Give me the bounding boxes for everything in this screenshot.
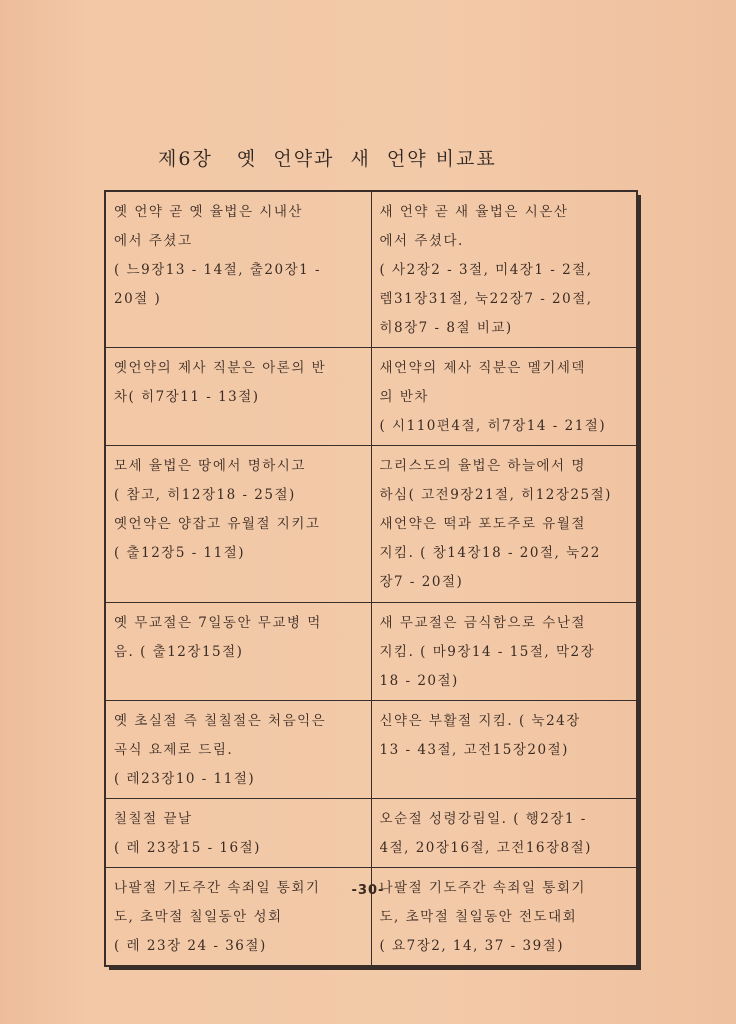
- cell-line: 4절, 20장16절, 고전16장8절): [379, 840, 592, 856]
- table-row: [105, 799, 637, 868]
- cell-line: 도, 초막절 칠일동안 전도대회: [379, 909, 578, 925]
- page-title: 제6장 옛 언약과 새 언약 비교표: [158, 148, 497, 170]
- table-row: [105, 348, 637, 446]
- old-covenant-cell: [105, 446, 371, 603]
- cell-line: ( 레 23장 24 - 36절): [114, 938, 267, 954]
- cell-line: 음. ( 출12장15절): [114, 644, 244, 660]
- table-row: [105, 191, 637, 348]
- cell-line: 렘31장31절, 눅22장7 - 20절,: [379, 291, 593, 307]
- cell-line: 20절 ): [114, 291, 162, 307]
- new-covenant-cell: [371, 799, 637, 868]
- old-covenant-cell: [105, 603, 371, 701]
- cell-line: 모세 율법은 땅에서 명하시고: [114, 458, 306, 474]
- new-covenant-cell: [371, 701, 637, 799]
- cell-line: ( 출12장5 - 11절): [114, 545, 246, 561]
- cell-line: 지킴. ( 마9장14 - 15절, 막2장: [379, 644, 596, 660]
- cell-line: 하심( 고전9장21절, 히12장25절): [379, 487, 612, 503]
- cell-line: 나팔절 기도주간 속죄일 통회기: [114, 880, 321, 896]
- cell-line: 새언약은 떡과 포도주로 유월절: [379, 516, 586, 532]
- cell-line: 곡식 요제로 드림.: [114, 742, 234, 758]
- new-covenant-cell: [371, 603, 637, 701]
- cell-line: 신약은 부활절 지킴. ( 눅24장: [379, 713, 581, 729]
- cell-line: 히8장7 - 8절 비교): [379, 320, 513, 336]
- cell-line: 옛 언약 곧 옛 율법은 시내산: [114, 204, 303, 220]
- cell-line: 옛언약의 제사 직분은 아론의 반: [114, 360, 327, 376]
- cell-line: 지킴. ( 창14장18 - 20절, 눅22: [379, 545, 601, 561]
- table-row: [105, 603, 637, 701]
- page-number: -30-: [351, 883, 385, 898]
- cell-line: 에서 주셨고: [114, 233, 193, 249]
- cell-line: 옛 무교절은 7일동안 무교병 먹: [114, 615, 322, 631]
- cell-line: 새 무교절은 금식함으로 수난절: [379, 615, 586, 631]
- cell-line: 13 - 43절, 고전15장20절): [379, 742, 569, 758]
- old-covenant-cell: [105, 191, 371, 348]
- comparison-table: [104, 190, 638, 967]
- new-covenant-cell: [371, 348, 637, 446]
- cell-line: 차( 히7장11 - 13절): [114, 389, 260, 405]
- cell-line: 장7 - 20절): [379, 574, 464, 590]
- cell-line: ( 레23장10 - 11절): [114, 771, 256, 787]
- new-covenant-cell: [371, 191, 637, 348]
- cell-line: 새 언약 곧 새 율법은 시온산: [379, 204, 569, 220]
- cell-line: 의 반차: [379, 389, 429, 405]
- table-row: [105, 446, 637, 603]
- cell-line: ( 요7장2, 14, 37 - 39절): [379, 938, 564, 954]
- cell-line: 그리스도의 율법은 하늘에서 명: [379, 458, 586, 474]
- new-covenant-cell: [371, 446, 637, 603]
- cell-line: 18 - 20절): [379, 673, 459, 689]
- table-body: [105, 191, 637, 966]
- cell-line: ( 레 23장15 - 16절): [114, 840, 261, 856]
- table-row: [105, 701, 637, 799]
- cell-line: ( 사2장2 - 3절, 미4장1 - 2절,: [379, 262, 593, 278]
- cell-line: 에서 주셨다.: [379, 233, 464, 249]
- old-covenant-cell: [105, 701, 371, 799]
- cell-line: 옛 초실절 즉 칠칠절은 처음익은: [114, 713, 327, 729]
- cell-line: 나팔절 기도주간 속죄일 통회기: [379, 880, 586, 896]
- cell-line: 새언약의 제사 직분은 멜기세덱: [379, 360, 586, 376]
- cell-line: 오순절 성령강림일. ( 행2장1 -: [379, 811, 587, 827]
- cell-line: 옛언약은 양잡고 유월절 지키고: [114, 516, 321, 532]
- old-covenant-cell: [105, 799, 371, 868]
- cell-line: ( 느9장13 - 14절, 출20장1 -: [114, 262, 322, 278]
- cell-line: 칠칠절 끝날: [114, 811, 193, 827]
- cell-line: 도, 초막절 칠일동안 성회: [114, 909, 283, 925]
- cell-line: ( 참고, 히12장18 - 25절): [114, 487, 296, 503]
- cell-line: ( 시110편4절, 히7장14 - 21절): [379, 418, 607, 434]
- old-covenant-cell: [105, 348, 371, 446]
